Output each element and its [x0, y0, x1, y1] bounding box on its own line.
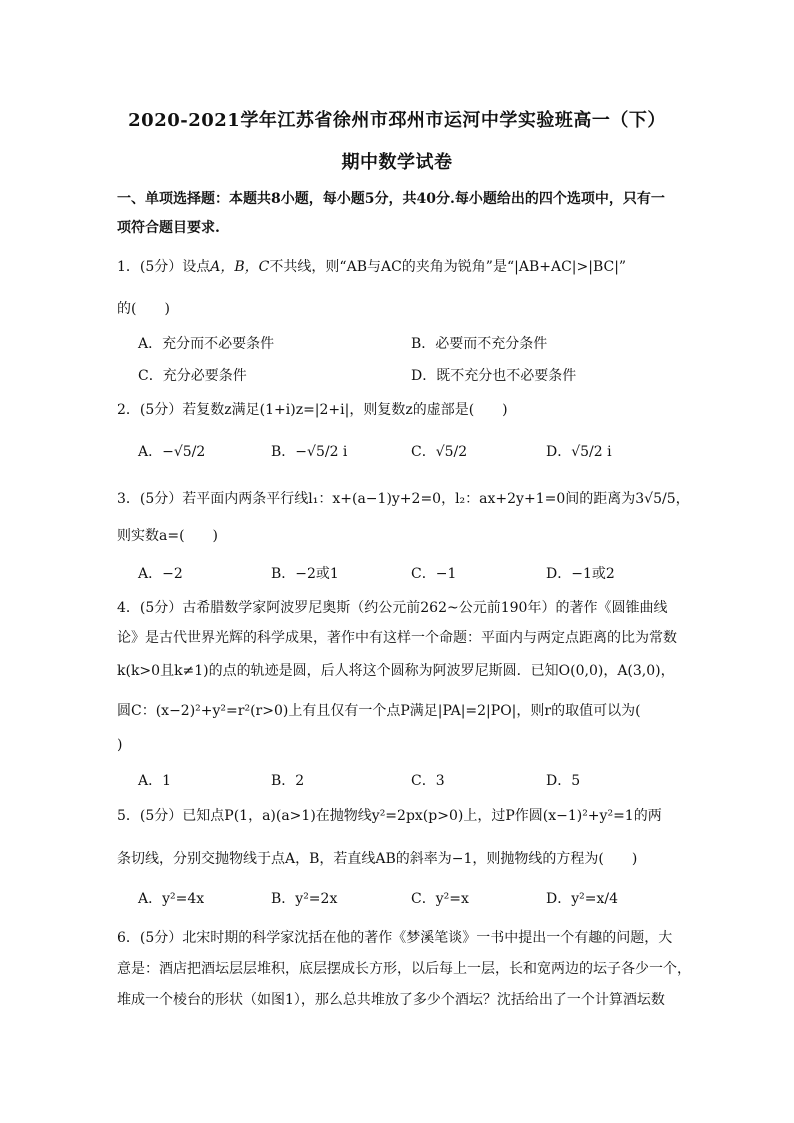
- q1-stem-points: A，B，C: [210, 259, 270, 275]
- q5-line2: 条切线，分别交抛物线于点A，B，若直线AB的斜率为−1，则抛物线的方程为( ): [117, 851, 638, 867]
- q5-line1: 5．(5分）已知点P(1，a)(a>1)在抛物线y²=2px(p>0)上，过P作圆(x−1)²+y²=1的两: [117, 808, 662, 824]
- q1-stem-part4: AB与AC的夹角为锐角”是“|AB+AC|>|BC|”: [346, 259, 627, 275]
- q3-option-d[interactable]: D．−1或2: [546, 566, 615, 582]
- q4-option-b[interactable]: B．2: [271, 773, 305, 789]
- q3-option-c[interactable]: C．−1: [411, 566, 457, 582]
- q5-option-d[interactable]: D．y²=x/4: [546, 891, 618, 907]
- q5-option-a[interactable]: A．y²=4x: [138, 891, 205, 907]
- q2-option-d[interactable]: D．√5/2 i: [546, 444, 612, 460]
- q4-line3: k(k>0且k≠1)的点的轨迹是圆，后人将这个圆称为阿波罗尼斯圆．已知O(0,0)，A(3,0)，: [117, 663, 675, 679]
- section1-heading-line2: 项符合题目要求.: [117, 220, 220, 236]
- q4-option-a[interactable]: A．1: [138, 773, 172, 789]
- q1-stem-part1: 1．(5分）设点: [117, 259, 211, 275]
- q1-stem-part3: 不共线，则“: [269, 259, 347, 275]
- q4-line5: ): [117, 737, 123, 753]
- q1-option-d[interactable]: D．既不充分也不必要条件: [411, 368, 577, 384]
- q2-option-b[interactable]: B．−√5/2 i: [271, 444, 348, 460]
- exam-title-line2: 期中数学试卷: [341, 152, 453, 173]
- q1-option-a[interactable]: A．充分而不必要条件: [138, 336, 275, 352]
- q1-stem: [117, 256, 626, 276]
- q4-option-c[interactable]: C．3: [411, 773, 445, 789]
- q2-option-c[interactable]: C．√5/2: [411, 444, 468, 460]
- q5-option-c[interactable]: C．y²=x: [411, 891, 469, 907]
- q1-stem-line2: 的( ): [117, 301, 170, 317]
- q4-line4: 圆C：(x−2)²+y²=r²(r>0)上有且仅有一个点P满足|PA|=2|PO|，则r的取值可以为(: [117, 703, 641, 719]
- q5-option-b[interactable]: B．y²=2x: [271, 891, 338, 907]
- q3-option-b[interactable]: B．−2或1: [271, 566, 339, 582]
- q3-option-a[interactable]: A．−2: [138, 566, 183, 582]
- q3-stem-line2: 则实数a=( ): [117, 528, 219, 544]
- exam-title-line1: 2020-2021学年江苏省徐州市邳州市运河中学实验班高一（下）: [128, 110, 666, 131]
- q6-line3: 堆成一个棱台的形状（如图1），那么总共堆放了多少个酒坛？沈括给出了一个计算酒坛数: [117, 992, 665, 1008]
- q4-line2: 论》是古代世界光辉的科学成果，著作中有这样一个命题：平面内与两定点距离的比为常数: [117, 630, 677, 646]
- section1-heading-line1: 一、单项选择题：本题共8小题，每小题5分，共40分.每小题给出的四个选项中，只有一: [117, 191, 665, 207]
- q6-line1: 6．(5分）北宋时期的科学家沈括在他的著作《梦溪笔谈》一书中提出一个有趣的问题，大: [117, 930, 673, 946]
- q4-line1: 4．(5分）古希腊数学家阿波罗尼奥斯（约公元前262~公元前190年）的著作《圆锥曲线: [117, 600, 668, 616]
- q4-option-d[interactable]: D．5: [546, 773, 581, 789]
- q3-stem: 3．(5分）若平面内两条平行线l₁：x+(a−1)y+2=0，l₂：ax+2y+1=0间的距离为3√5/5，: [117, 491, 690, 507]
- q2-option-a[interactable]: A．−√5/2: [138, 444, 206, 460]
- q6-line2: 意是：酒店把酒坛层层堆积，底层摆成长方形，以后每上一层，长和宽两边的坛子各少一个，: [117, 961, 691, 977]
- q1-option-c[interactable]: C．充分必要条件: [138, 368, 247, 384]
- q2-stem: 2．(5分）若复数z满足(1+i)z=|2+i|，则复数z的虚部是( ): [117, 402, 508, 418]
- q1-option-b[interactable]: B．必要而不充分条件: [411, 336, 548, 352]
